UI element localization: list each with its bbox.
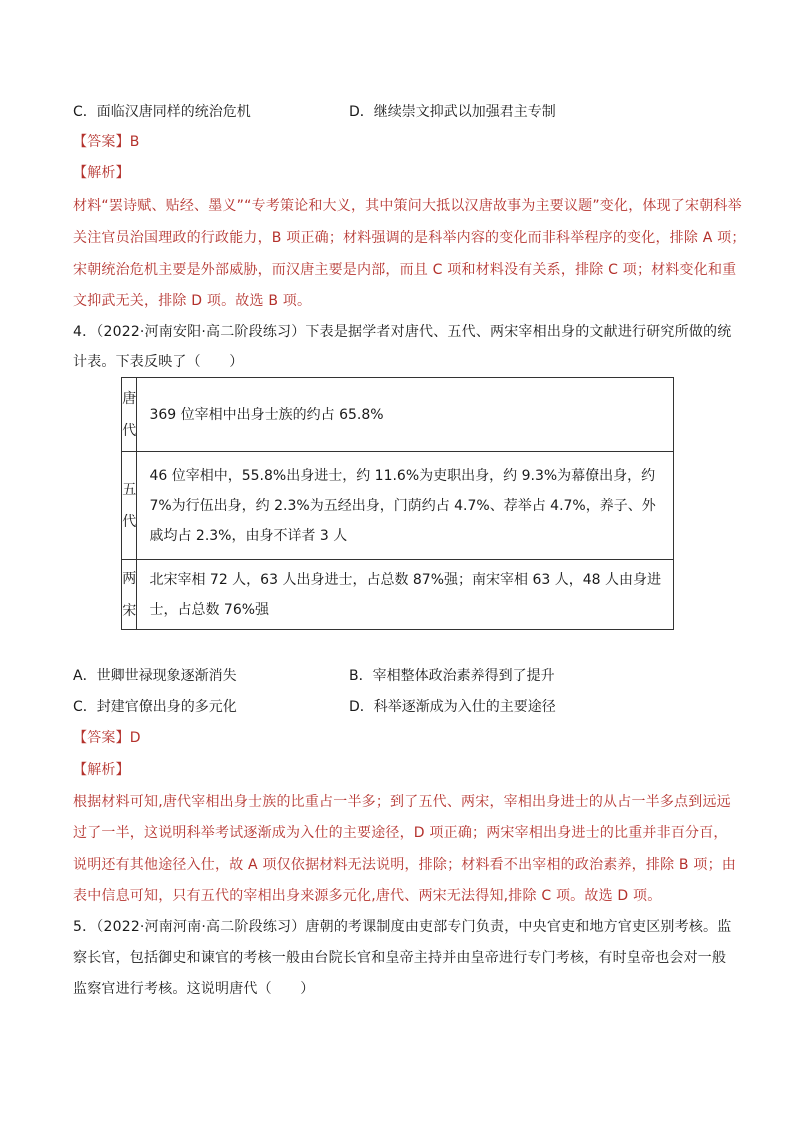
table-row-head [122,378,137,452]
q4-option-d[interactable]: D．科举逐渐成为入仕的主要途径 [349,699,556,715]
table-row-body [137,452,674,560]
q4-analysis-line: 根据材料可知,唐代宰相出身士族的比重占一半多；到了五代、两宋，宰相出身进士的从占一半多点到远远 [73,794,731,810]
q4-answer: 【答案】D [73,730,141,746]
q3-option-c[interactable]: C．面临汉唐同样的统治危机 [73,104,251,120]
table-cell-line: 北宋宰相 72 人，63 人出身进士，占总数 87%强；南宋宰相 63 人，48 人由身进 [149,571,661,588]
table-row-body [137,560,674,630]
q4-stem-line: 4．（2022·河南安阳·高二阶段练习）下表是据学者对唐代、五代、两宋宰相出身的文献进行研究所做的统 [73,324,732,340]
table-head-char: 代 [122,422,137,439]
q5-stem-line: 监察官进行考核。这说明唐代（ ） [73,981,315,997]
table-row [122,560,674,630]
q5-stem-line: 5．（2022·河南河南·高二阶段练习）唐朝的考课制度由吏部专门负责，中央官吏和地方官吏区别考核。监 [73,919,732,935]
q3-analysis-line: 宋朝统治危机主要是外部威胁，而汉唐主要是内部，而且 C 项和材料没有关系，排除 C 项；材料变化和重 [73,262,737,278]
table-row [122,452,674,560]
table-cell-line: 7%为行伍出身，约 2.3%为五经出身，门荫约占 4.7%、荐举占 4.7%，养子、外 [149,497,656,514]
q3-option-d[interactable]: D．继续崇文抑武以加强君主专制 [349,104,556,120]
table-row-head [122,560,137,630]
q4-table [121,377,674,630]
q3-answer: 【答案】B [73,134,140,150]
q3-analysis-line: 关注官员治国理政的行政能力，B 项正确；材料强调的是科举内容的变化而非科举程序的变化，排除 A 项； [73,230,746,246]
q4-analysis-label: 【解析】 [73,762,130,778]
q3-analysis-line: 材料“罢诗赋、贴经、墨义”“专考策论和大义，其中策问大抵以汉唐故事为主要议题”变化，体现了宋朝科举 [73,198,742,214]
table-head-char: 唐 [122,390,137,407]
table-head-char: 宋 [122,602,137,619]
table-cell-line: 46 位宰相中，55.8%出身进士，约 11.6%为吏职出身，约 9.3%为幕僚出身，约 [149,467,656,484]
q4-option-b[interactable]: B．宰相整体政治素养得到了提升 [349,668,555,684]
q3-analysis-label: 【解析】 [73,165,130,181]
q4-analysis-line: 过了一半，这说明科举考试逐渐成为入仕的主要途径，D 项正确；两宋宰相出身进士的比重并非百分百， [73,825,728,841]
q4-stem-line: 计表。下表反映了（ ） [73,354,244,370]
table-head-char: 两 [122,570,137,587]
q4-option-c[interactable]: C．封建官僚出身的多元化 [73,699,237,715]
table-head-char: 代 [122,513,137,530]
table-head-char: 五 [122,481,137,498]
q3-analysis-line: 文抑武无关，排除 D 项。故选 B 项。 [73,293,312,309]
q5-stem-line: 察长官，包括御史和谏官的考核一般由台院长官和皇帝主持并由皇帝进行专门考核，有时皇帝也会对一般 [73,950,727,966]
q4-analysis-line: 说明还有其他途径入仕，故 A 项仅依据材料无法说明，排除；材料看不出宰相的政治素养，排除 B 项；由 [73,857,736,873]
table-row-head [122,452,137,560]
q4-analysis-line: 表中信息可知，只有五代的宰相出身来源多元化,唐代、两宋无法得知,排除 C 项。故选 D 项。 [73,888,662,904]
table-cell-line: 369 位宰相中出身士族的约占 65.8% [149,406,384,423]
q4-option-a[interactable]: A．世卿世禄现象逐渐消失 [73,668,237,684]
table-cell-line: 戚均占 2.3%，由身不详者 3 人 [149,527,348,544]
table-row [122,378,674,452]
table-row-body [137,378,674,452]
table-cell-line: 士，占总数 76%强 [149,601,270,618]
